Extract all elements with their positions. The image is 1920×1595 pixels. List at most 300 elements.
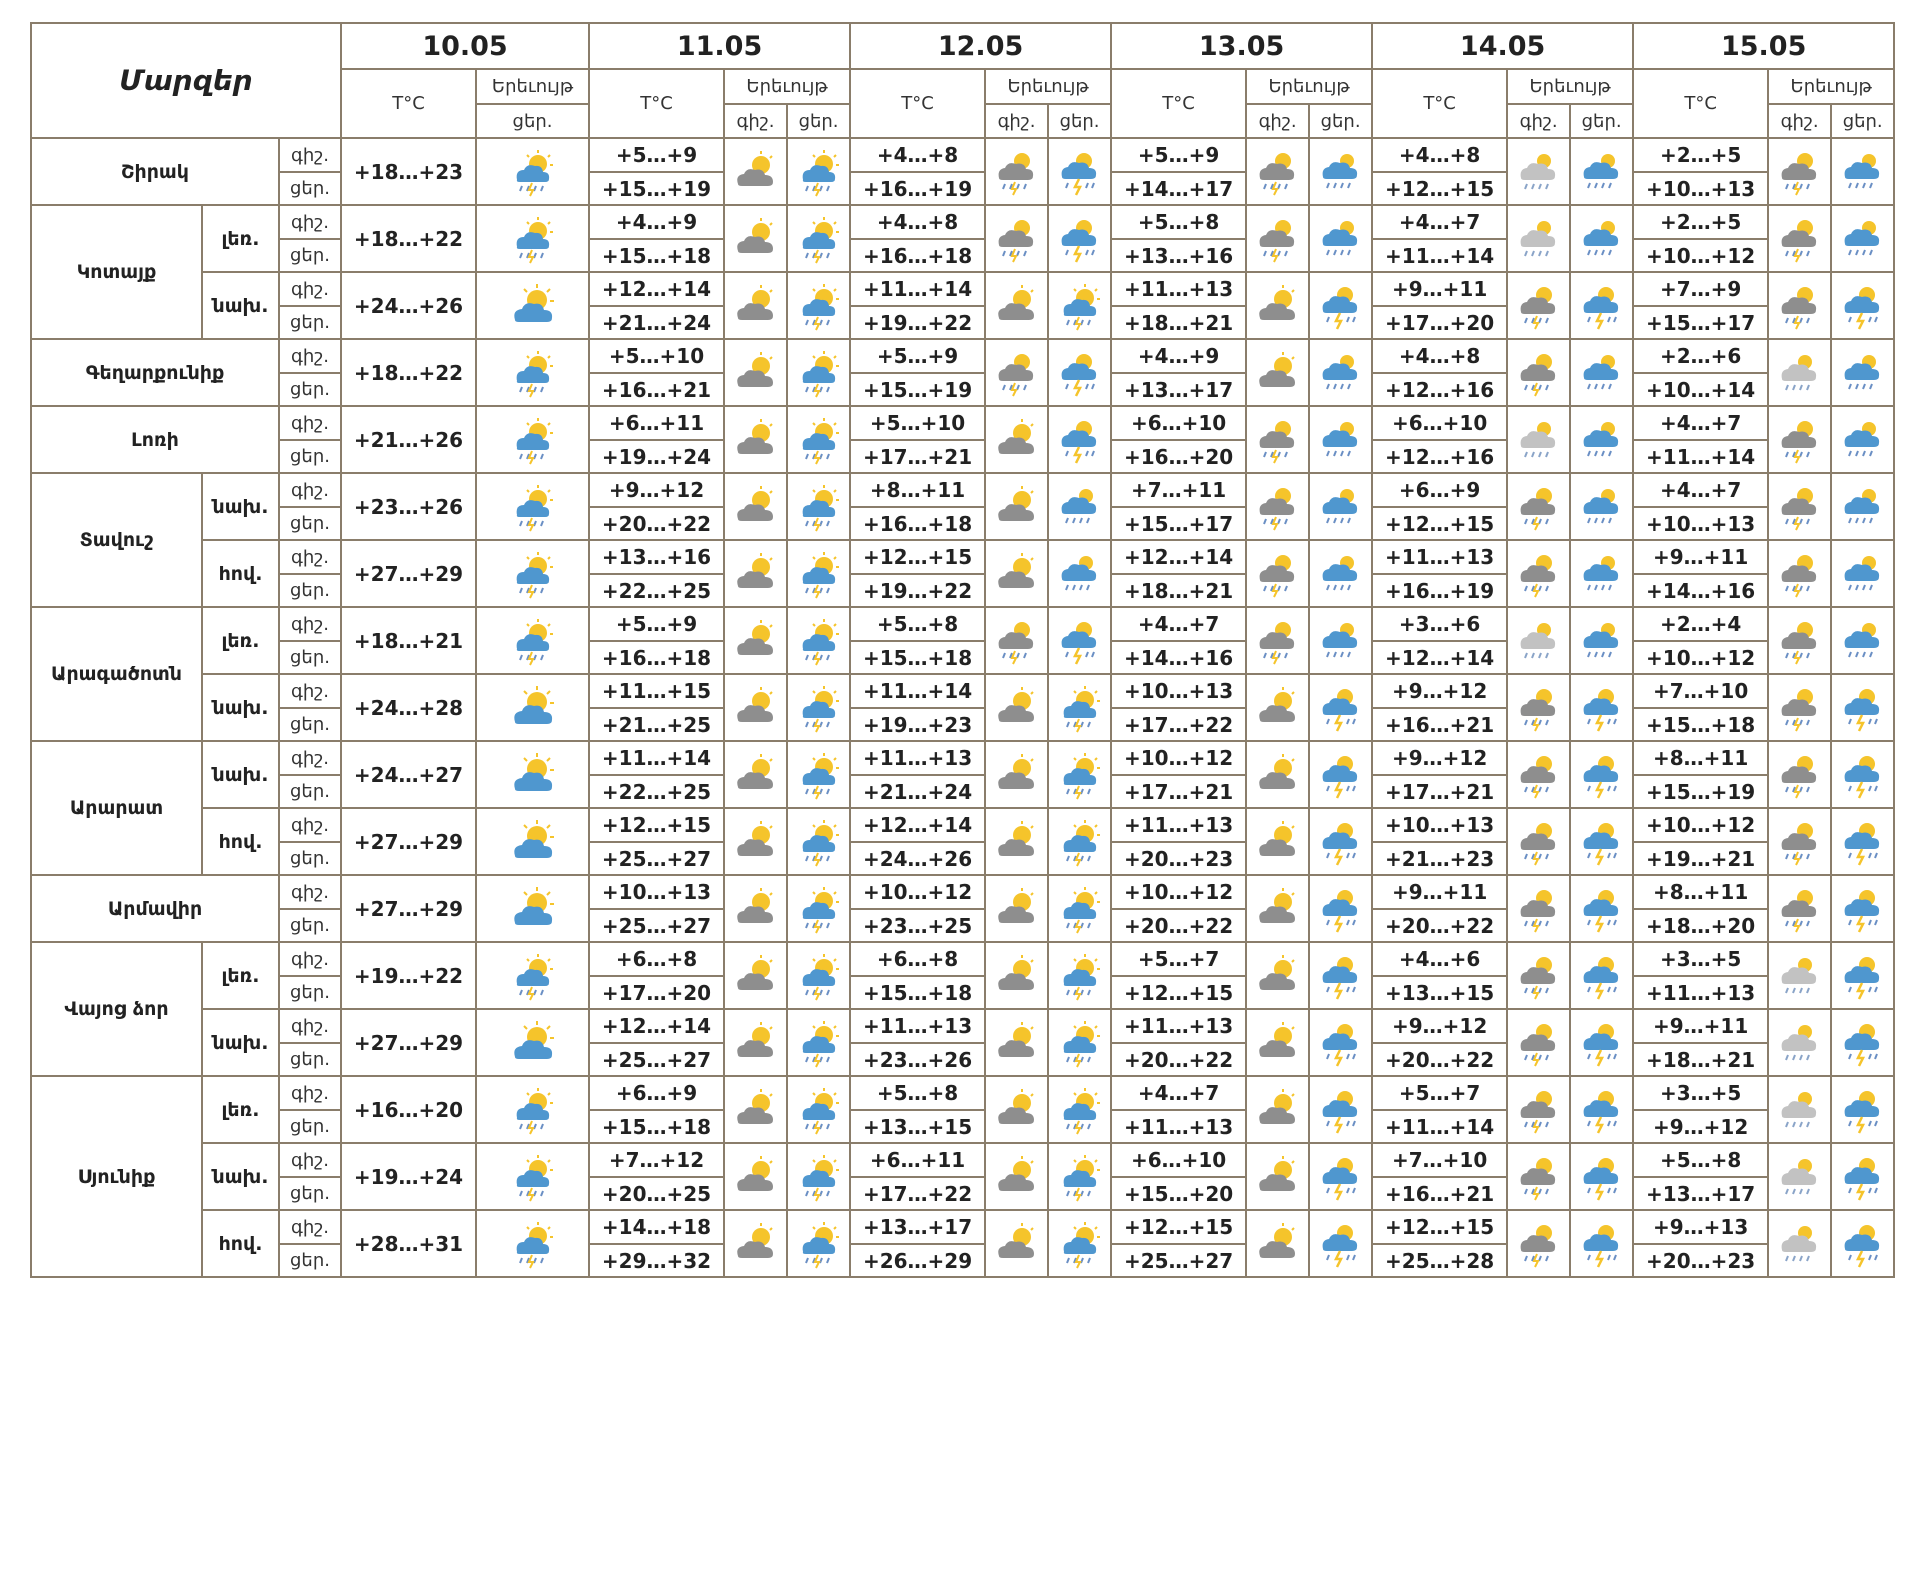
night-col-header: գիշ. (724, 104, 787, 138)
night-weather-icon-cell (985, 1143, 1048, 1210)
night-weather-icon-cell (1768, 674, 1831, 741)
temp-col-header: T°C (1633, 69, 1768, 138)
grey-cloud-sun-icon (730, 950, 782, 1002)
blue-cloud-rain-icon (1054, 481, 1106, 533)
blue-cloud-thunder-rain-icon (1576, 1151, 1628, 1203)
blue-cloud-thunder-rain-icon (1054, 615, 1106, 667)
temp-day-value: +25…+27 (1111, 1244, 1246, 1277)
temp-night-value: +6…+8 (589, 942, 724, 976)
day-label: ցեր. (279, 172, 341, 205)
grey-cloud-sun-icon (991, 481, 1043, 533)
day-weather-icon-cell (1831, 674, 1894, 741)
grey-cloud-rain-icon (1774, 615, 1826, 667)
day-weather-icon-cell (1048, 339, 1111, 406)
grey-cloud-rain-icon (1774, 414, 1826, 466)
subzone-label: լեռ. (202, 942, 279, 1009)
temp-night-value: +2…+6 (1633, 339, 1768, 373)
temp-night-value: +9…+12 (589, 473, 724, 507)
weather-icon-cell (476, 875, 589, 942)
day-weather-icon-cell (1309, 406, 1372, 473)
night-weather-icon-cell (1507, 1009, 1570, 1076)
grey-cloud-rain-icon (1513, 1084, 1565, 1136)
night-label: գիշ. (279, 205, 341, 239)
night-weather-icon-cell (724, 473, 787, 540)
grey-cloud-sun-icon (1252, 1017, 1304, 1069)
phenomenon-col-header: Երեւույթ (476, 69, 589, 104)
table-row (31, 473, 1894, 507)
grey-cloud-sun-icon (991, 548, 1043, 600)
day-weather-icon-cell (1831, 607, 1894, 674)
night-weather-icon-cell (985, 540, 1048, 607)
grey-cloud-rain-icon (1252, 213, 1304, 265)
sun-cloud-icon (507, 1017, 559, 1069)
day-weather-icon-cell (787, 1076, 850, 1143)
grey-cloud-sun-icon (730, 883, 782, 935)
blue-cloud-thunder-rain-icon (1315, 883, 1367, 935)
temp-night-value: +4…+7 (1633, 473, 1768, 507)
light-grey-cloud-rain-icon (1513, 213, 1565, 265)
temp-day-value: +20…+23 (1633, 1244, 1768, 1277)
temp-night-value: +13…+16 (589, 540, 724, 574)
light-grey-cloud-rain-icon (1513, 146, 1565, 198)
temp-day-value: +25…+28 (1372, 1244, 1507, 1277)
subzone-label: նախ. (202, 1143, 279, 1210)
sun-cloud-rain-icon (793, 280, 845, 332)
subzone-label: հով. (202, 1210, 279, 1277)
temp-day-value: +18…+22 (341, 339, 476, 406)
grey-cloud-sun-icon (730, 414, 782, 466)
grey-cloud-rain-icon (991, 615, 1043, 667)
blue-cloud-thunder-rain-icon (1315, 682, 1367, 734)
night-weather-icon-cell (1768, 339, 1831, 406)
temp-night-value: +4…+7 (1111, 1076, 1246, 1110)
temp-day-value: +17…+21 (850, 440, 985, 473)
night-weather-icon-cell (724, 339, 787, 406)
temp-day-value: +17…+22 (850, 1177, 985, 1210)
blue-cloud-rain-icon (1315, 146, 1367, 198)
temp-day-value: +18…+21 (1111, 574, 1246, 607)
temp-day-value: +15…+19 (1633, 775, 1768, 808)
night-label: գիշ. (279, 1009, 341, 1043)
temp-night-value: +4…+7 (1633, 406, 1768, 440)
night-label: գիշ. (279, 272, 341, 306)
weather-icon-cell (476, 808, 589, 875)
temp-night-value: +4…+6 (1372, 942, 1507, 976)
weather-icon-cell (476, 473, 589, 540)
night-weather-icon-cell (985, 875, 1048, 942)
night-weather-icon-cell (1768, 808, 1831, 875)
region-name: Շիրակ (31, 138, 279, 205)
grey-cloud-rain-icon (1513, 883, 1565, 935)
light-grey-cloud-rain-icon (1513, 615, 1565, 667)
grey-cloud-sun-icon (730, 146, 782, 198)
temp-day-value: +27…+29 (341, 540, 476, 607)
blue-cloud-rain-icon (1315, 615, 1367, 667)
temp-day-value: +16…+21 (1372, 708, 1507, 741)
day-col-header: ցեր. (787, 104, 850, 138)
blue-cloud-thunder-rain-icon (1054, 414, 1106, 466)
weather-icon-cell (476, 1210, 589, 1277)
sun-cloud-rain-icon (793, 481, 845, 533)
blue-cloud-thunder-rain-icon (1837, 1084, 1889, 1136)
temp-night-value: +7…+9 (1633, 272, 1768, 306)
day-weather-icon-cell (1309, 272, 1372, 339)
temp-day-value: +15…+18 (1633, 708, 1768, 741)
night-weather-icon-cell (1246, 674, 1309, 741)
temp-day-value: +24…+26 (341, 272, 476, 339)
blue-cloud-rain-icon (1837, 146, 1889, 198)
night-label: գիշ. (279, 1076, 341, 1110)
day-weather-icon-cell (1831, 1009, 1894, 1076)
weather-icon-cell (476, 205, 589, 272)
day-weather-icon-cell (1570, 942, 1633, 1009)
day-weather-icon-cell (1831, 875, 1894, 942)
night-weather-icon-cell (1246, 808, 1309, 875)
sun-cloud-rain-icon (507, 1084, 559, 1136)
temp-night-value: +6…+9 (1372, 473, 1507, 507)
temp-night-value: +9…+12 (1372, 674, 1507, 708)
day-weather-icon-cell (787, 808, 850, 875)
weather-icon-cell (476, 339, 589, 406)
table-row (31, 1076, 1894, 1110)
night-weather-icon-cell (1246, 741, 1309, 808)
sun-cloud-rain-icon (793, 615, 845, 667)
temp-day-value: +16…+18 (850, 507, 985, 540)
night-label: գիշ. (279, 607, 341, 641)
temp-night-value: +5…+8 (850, 607, 985, 641)
temp-day-value: +21…+23 (1372, 842, 1507, 875)
grey-cloud-sun-icon (1252, 816, 1304, 868)
temp-night-value: +5…+10 (589, 339, 724, 373)
temp-day-value: +24…+28 (341, 674, 476, 741)
temp-night-value: +3…+6 (1372, 607, 1507, 641)
temp-day-value: +13…+17 (1111, 373, 1246, 406)
day-weather-icon-cell (787, 272, 850, 339)
weather-icon-cell (476, 1009, 589, 1076)
grey-cloud-rain-icon (991, 213, 1043, 265)
grey-cloud-sun-icon (991, 1151, 1043, 1203)
day-weather-icon-cell (1048, 942, 1111, 1009)
night-weather-icon-cell (1507, 1210, 1570, 1277)
grey-cloud-sun-icon (1252, 749, 1304, 801)
temp-day-value: +15…+17 (1633, 306, 1768, 339)
blue-cloud-rain-icon (1315, 347, 1367, 399)
sun-cloud-rain-icon (793, 816, 845, 868)
blue-cloud-thunder-rain-icon (1837, 1017, 1889, 1069)
grey-cloud-rain-icon (1252, 414, 1304, 466)
night-weather-icon-cell (1507, 540, 1570, 607)
grey-cloud-rain-icon (1513, 950, 1565, 1002)
day-weather-icon-cell (1048, 272, 1111, 339)
temp-day-value: +20…+22 (1372, 909, 1507, 942)
temp-day-value: +12…+15 (1372, 507, 1507, 540)
weather-icon-cell (476, 942, 589, 1009)
grey-cloud-sun-icon (1252, 1218, 1304, 1270)
day-weather-icon-cell (1831, 741, 1894, 808)
day-col-header: ցեր. (1570, 104, 1633, 138)
blue-cloud-rain-icon (1576, 615, 1628, 667)
day-weather-icon-cell (1831, 406, 1894, 473)
grey-cloud-rain-icon (1513, 280, 1565, 332)
temp-day-value: +20…+22 (589, 507, 724, 540)
blue-cloud-rain-icon (1837, 615, 1889, 667)
weather-icon-cell (476, 674, 589, 741)
night-label: գիշ. (279, 473, 341, 507)
night-label: գիշ. (279, 808, 341, 842)
sun-cloud-rain-icon (507, 414, 559, 466)
temp-night-value: +13…+17 (850, 1210, 985, 1244)
temp-night-value: +12…+15 (850, 540, 985, 574)
sun-cloud-rain-icon (1054, 950, 1106, 1002)
light-grey-cloud-rain-icon (1774, 347, 1826, 399)
night-weather-icon-cell (985, 1076, 1048, 1143)
day-weather-icon-cell (787, 607, 850, 674)
blue-cloud-thunder-rain-icon (1315, 1084, 1367, 1136)
light-grey-cloud-rain-icon (1774, 950, 1826, 1002)
temp-day-value: +12…+14 (1372, 641, 1507, 674)
day-weather-icon-cell (1048, 741, 1111, 808)
phenomenon-col-header: Երեւույթ (1507, 69, 1633, 104)
sun-cloud-rain-icon (793, 213, 845, 265)
temp-day-value: +16…+20 (1111, 440, 1246, 473)
temp-day-value: +23…+26 (850, 1043, 985, 1076)
day-weather-icon-cell (787, 1009, 850, 1076)
blue-cloud-thunder-rain-icon (1837, 749, 1889, 801)
weather-icon-cell (476, 1143, 589, 1210)
blue-cloud-rain-icon (1837, 347, 1889, 399)
sun-cloud-rain-icon (1054, 1017, 1106, 1069)
day-weather-icon-cell (1048, 607, 1111, 674)
temp-day-value: +16…+19 (850, 172, 985, 205)
sun-cloud-rain-icon (793, 950, 845, 1002)
day-weather-icon-cell (787, 1143, 850, 1210)
day-col-header: ցեր. (476, 104, 589, 138)
night-weather-icon-cell (1768, 741, 1831, 808)
temp-day-value: +13…+15 (850, 1110, 985, 1143)
temp-night-value: +11…+13 (1111, 808, 1246, 842)
night-label: գիշ. (279, 741, 341, 775)
temp-night-value: +11…+14 (589, 741, 724, 775)
temp-day-value: +16…+19 (1372, 574, 1507, 607)
sun-cloud-rain-icon (793, 749, 845, 801)
night-weather-icon-cell (724, 1210, 787, 1277)
weather-icon-cell (476, 540, 589, 607)
day-weather-icon-cell (1831, 1076, 1894, 1143)
night-weather-icon-cell (1507, 607, 1570, 674)
temp-day-value: +29…+32 (589, 1244, 724, 1277)
day-weather-icon-cell (1048, 1143, 1111, 1210)
temp-night-value: +5…+7 (1111, 942, 1246, 976)
light-grey-cloud-rain-icon (1774, 1151, 1826, 1203)
temp-day-value: +15…+18 (589, 239, 724, 272)
subzone-label: հով. (202, 808, 279, 875)
temp-day-value: +27…+29 (341, 875, 476, 942)
temp-day-value: +18…+20 (1633, 909, 1768, 942)
day-weather-icon-cell (1831, 272, 1894, 339)
temp-day-value: +23…+26 (341, 473, 476, 540)
temp-night-value: +7…+12 (589, 1143, 724, 1177)
temp-day-value: +19…+24 (589, 440, 724, 473)
sun-cloud-rain-icon (507, 213, 559, 265)
temp-night-value: +10…+13 (589, 875, 724, 909)
temp-day-value: +24…+27 (341, 741, 476, 808)
day-label: ցեր. (279, 574, 341, 607)
sun-cloud-rain-icon (507, 1218, 559, 1270)
temp-night-value: +9…+11 (1372, 272, 1507, 306)
temp-day-value: +18…+21 (1633, 1043, 1768, 1076)
night-weather-icon-cell (985, 942, 1048, 1009)
subzone-label: նախ. (202, 741, 279, 808)
night-label: գիշ. (279, 406, 341, 440)
temp-day-value: +18…+23 (341, 138, 476, 205)
sun-cloud-rain-icon (793, 1084, 845, 1136)
day-weather-icon-cell (787, 406, 850, 473)
temp-day-value: +16…+18 (589, 641, 724, 674)
temp-night-value: +4…+8 (1372, 138, 1507, 172)
temp-night-value: +2…+5 (1633, 138, 1768, 172)
table-row (31, 942, 1894, 976)
night-weather-icon-cell (1507, 473, 1570, 540)
temp-night-value: +2…+5 (1633, 205, 1768, 239)
temp-day-value: +17…+20 (1372, 306, 1507, 339)
day-label: ցեր. (279, 641, 341, 674)
blue-cloud-rain-icon (1054, 548, 1106, 600)
day-weather-icon-cell (787, 1210, 850, 1277)
temp-day-value: +25…+27 (589, 842, 724, 875)
temp-night-value: +9…+12 (1372, 741, 1507, 775)
temp-night-value: +5…+8 (850, 1076, 985, 1110)
day-weather-icon-cell (1831, 1143, 1894, 1210)
temp-night-value: +6…+10 (1111, 1143, 1246, 1177)
day-weather-icon-cell (1831, 339, 1894, 406)
temp-night-value: +10…+13 (1372, 808, 1507, 842)
night-weather-icon-cell (1507, 1076, 1570, 1143)
day-weather-icon-cell (1048, 540, 1111, 607)
table-row (31, 1143, 1894, 1177)
night-weather-icon-cell (724, 942, 787, 1009)
grey-cloud-rain-icon (1513, 548, 1565, 600)
table-row (31, 205, 1894, 239)
night-weather-icon-cell (724, 875, 787, 942)
light-grey-cloud-rain-icon (1513, 414, 1565, 466)
table-row (31, 1210, 1894, 1244)
temp-night-value: +4…+9 (589, 205, 724, 239)
grey-cloud-rain-icon (1774, 749, 1826, 801)
temp-day-value: +10…+12 (1633, 641, 1768, 674)
day-weather-icon-cell (1048, 1210, 1111, 1277)
day-weather-icon-cell (1570, 205, 1633, 272)
night-weather-icon-cell (985, 1210, 1048, 1277)
grey-cloud-sun-icon (730, 1084, 782, 1136)
night-weather-icon-cell (724, 1009, 787, 1076)
table-row (31, 339, 1894, 373)
temp-day-value: +14…+17 (1111, 172, 1246, 205)
day-weather-icon-cell (1831, 942, 1894, 1009)
temp-night-value: +4…+7 (1111, 607, 1246, 641)
temp-day-value: +12…+16 (1372, 440, 1507, 473)
temp-day-value: +19…+21 (1633, 842, 1768, 875)
sun-cloud-rain-icon (1054, 883, 1106, 935)
day-weather-icon-cell (1048, 473, 1111, 540)
blue-cloud-thunder-rain-icon (1576, 280, 1628, 332)
temp-day-value: +20…+23 (1111, 842, 1246, 875)
night-label: գիշ. (279, 339, 341, 373)
temp-night-value: +11…+13 (850, 741, 985, 775)
subzone-label: լեռ. (202, 1076, 279, 1143)
date-header: 15.05 (1633, 23, 1894, 69)
blue-cloud-rain-icon (1576, 414, 1628, 466)
grey-cloud-sun-icon (730, 615, 782, 667)
temp-night-value: +6…+11 (589, 406, 724, 440)
night-weather-icon-cell (985, 272, 1048, 339)
grey-cloud-rain-icon (991, 347, 1043, 399)
day-col-header: ցեր. (1048, 104, 1111, 138)
temp-night-value: +12…+14 (850, 808, 985, 842)
night-weather-icon-cell (985, 741, 1048, 808)
grey-cloud-rain-icon (1774, 816, 1826, 868)
grey-cloud-sun-icon (730, 1218, 782, 1270)
temp-night-value: +3…+5 (1633, 1076, 1768, 1110)
temp-day-value: +19…+23 (850, 708, 985, 741)
temp-night-value: +9…+11 (1372, 875, 1507, 909)
day-weather-icon-cell (1048, 138, 1111, 205)
blue-cloud-thunder-rain-icon (1837, 280, 1889, 332)
blue-cloud-thunder-rain-icon (1576, 1017, 1628, 1069)
blue-cloud-rain-icon (1576, 548, 1628, 600)
blue-cloud-rain-icon (1837, 548, 1889, 600)
temp-day-value: +13…+15 (1372, 976, 1507, 1009)
temp-day-value: +25…+27 (589, 909, 724, 942)
day-weather-icon-cell (1831, 205, 1894, 272)
day-weather-icon-cell (1570, 607, 1633, 674)
sun-cloud-rain-icon (793, 1017, 845, 1069)
temp-day-value: +18…+21 (1111, 306, 1246, 339)
day-weather-icon-cell (1570, 138, 1633, 205)
night-col-header: գիշ. (1768, 104, 1831, 138)
temp-night-value: +6…+10 (1372, 406, 1507, 440)
night-label: գիշ. (279, 138, 341, 172)
night-weather-icon-cell (1507, 272, 1570, 339)
temp-day-value: +19…+24 (341, 1143, 476, 1210)
blue-cloud-rain-icon (1315, 548, 1367, 600)
date-header: 12.05 (850, 23, 1111, 69)
table-row (31, 607, 1894, 641)
weather-forecast-table (30, 22, 1895, 1278)
grey-cloud-rain-icon (1774, 213, 1826, 265)
temp-day-value: +12…+15 (1111, 976, 1246, 1009)
temp-night-value: +9…+11 (1633, 540, 1768, 574)
night-weather-icon-cell (1246, 406, 1309, 473)
grey-cloud-sun-icon (991, 1218, 1043, 1270)
blue-cloud-thunder-rain-icon (1837, 950, 1889, 1002)
day-weather-icon-cell (1570, 674, 1633, 741)
night-weather-icon-cell (985, 808, 1048, 875)
subzone-label: լեռ. (202, 607, 279, 674)
night-weather-icon-cell (1507, 808, 1570, 875)
phenomenon-col-header: Երեւույթ (985, 69, 1111, 104)
grey-cloud-sun-icon (991, 883, 1043, 935)
night-weather-icon-cell (985, 674, 1048, 741)
day-weather-icon-cell (1309, 1009, 1372, 1076)
blue-cloud-rain-icon (1576, 481, 1628, 533)
grey-cloud-sun-icon (1252, 280, 1304, 332)
day-weather-icon-cell (787, 741, 850, 808)
grey-cloud-rain-icon (1252, 615, 1304, 667)
night-weather-icon-cell (1768, 272, 1831, 339)
temp-night-value: +10…+12 (1633, 808, 1768, 842)
header-dates-row (31, 23, 1894, 69)
sun-cloud-rain-icon (793, 146, 845, 198)
